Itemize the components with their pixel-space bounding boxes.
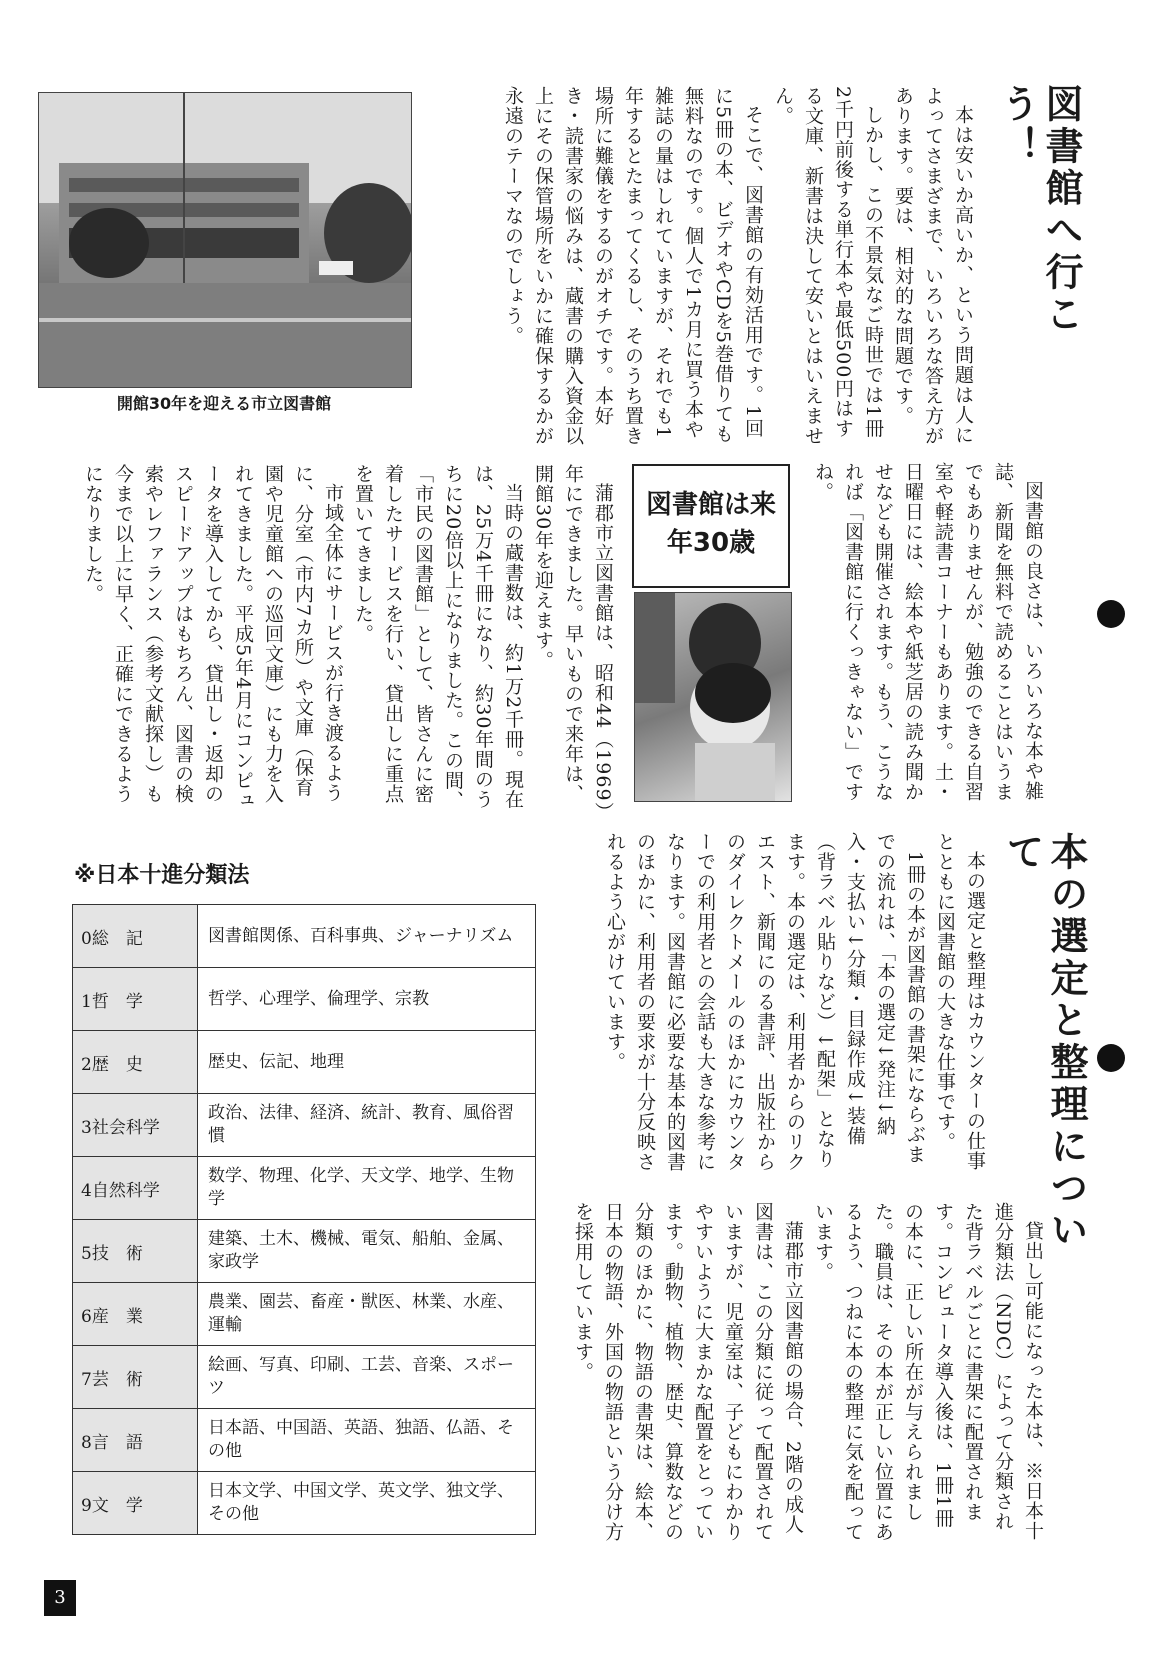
ndc-table-title: ※日本十進分類法 <box>74 863 250 888</box>
table-row <box>73 905 536 968</box>
ndc-category-cell: 0総 記 <box>73 905 198 968</box>
ndc-category-cell: 8言 語 <box>73 1409 198 1472</box>
table-row <box>73 1031 536 1094</box>
ndc-category-cell: 6産 業 <box>73 1283 198 1346</box>
ndc-items-cell: 歴史、伝記、地理 <box>198 1031 536 1094</box>
paragraph: 市域全体にサービスが行き渡るように、分室（市内7カ所）や文庫（保育園や児童館への巡回文庫）にも力を入れてきました。平成5年4月にコンピュータを導入してから、貸出し・返却のスピードアップはもちろん、図書の検索やレファランス（参考文献探し）も今まで以上に早く、正確にできるようになりました。 <box>82 464 344 811</box>
table-row <box>73 1409 536 1472</box>
ndc-items-cell: 建築、土木、機械、電気、船舶、金属、家政学 <box>198 1220 536 1283</box>
photo-caption: 開館30年を迎える市立図書館 <box>116 394 332 413</box>
ndc-items-cell: 日本語、中国語、英語、独語、仏語、その他 <box>198 1409 536 1472</box>
children-reading-photo <box>634 592 792 802</box>
ndc-category-cell: 2歴 史 <box>73 1031 198 1094</box>
page-number: 3 <box>44 1580 76 1616</box>
paragraph: しかし、この不景気なご時世では1冊2千円前後する単行本や最低500円はする文庫、新書は決して安いとはいえません。 <box>772 86 884 446</box>
section-heading-library: 図書館へ行こう！ <box>995 84 1083 336</box>
table-row <box>73 1283 536 1346</box>
ndc-category-cell: 4自然科学 <box>73 1157 198 1220</box>
ndc-items-cell: 農業、園芸、畜産・獣医、林業、水産、運輸 <box>198 1283 536 1346</box>
library-building-photo <box>38 92 412 388</box>
paragraph: そこで、図書館の有効活用です。1回に5冊の本、ビデオやCDを5巻借りても無料なのです。個人で1カ月に買う本や雑誌の量はしれていますが、それでも1年するとたまってくるし、そのうち置き場所に難儀をするのがオチです。本好き・読書家の悩みは、蔵書の購入資金以上にその保管場所をいかに確保するかが永遠のテーマなのでしょう。 <box>502 86 764 446</box>
ndc-classification-table <box>72 904 536 1535</box>
ndc-items-cell: 政治、法律、経済、統計、教育、風俗習慣 <box>198 1094 536 1157</box>
paragraph: 蒲郡市立図書館の場合、2階の成人図書は、この分類に従って配置されていますが、児童室は、子どもにわかりやすいように大まかな配置をとっています。動物、植物、歴史、算数などの分類のほかに、物語の書架は、絵本、日本の物語、外国の物語という分け方を採用しています。 <box>572 1202 804 1542</box>
ndc-category-cell: 5技 術 <box>73 1220 198 1283</box>
table-row <box>73 1220 536 1283</box>
ndc-items-cell: 絵画、写真、印刷、工芸、音楽、スポーツ <box>198 1346 536 1409</box>
table-row <box>73 1472 536 1535</box>
table-row <box>73 1346 536 1409</box>
ndc-category-cell: 9文 学 <box>73 1472 198 1535</box>
article-body-library-intro <box>430 86 978 446</box>
library-building-illustration <box>39 93 411 387</box>
table-row <box>73 968 536 1031</box>
table-row <box>73 1157 536 1220</box>
bullet-marker <box>1097 600 1125 628</box>
ndc-items-cell: 数学、物理、化学、天文学、地学、生物学 <box>198 1157 536 1220</box>
ndc-category-cell: 7芸 術 <box>73 1346 198 1409</box>
section-heading-30th-anniversary <box>632 464 790 588</box>
paragraph: 当時の蔵書数は、約1万2千冊。現在は、25万4千冊になり、約30年間のうちに20倍以上になりました。この間、「市民の図書館」として、皆さんに密着したサービスを行い、貸出しに重点を置いてきました。 <box>352 464 524 811</box>
ndc-category-cell: 3社会科学 <box>73 1094 198 1157</box>
section-heading-text: 図書館は来年30歳 <box>645 490 776 558</box>
ndc-items-cell: 哲学、心理学、倫理学、宗教 <box>198 968 536 1031</box>
ndc-items-cell: 日本文学、中国文学、英文学、独文学、その他 <box>198 1472 536 1535</box>
bullet-marker <box>1097 1044 1125 1072</box>
article-body-ndc-arrangement <box>562 1202 1048 1542</box>
paragraph: 貸出し可能になった本は、※日本十進分類法（NDC）によって分類された背ラベルごとに書架に配置されます。コンピュータ導入後は、1冊1冊の本に、正しい所在が与えられました。職員は、その本が正しい位置にあるよう、つねに本の整理に気を配っています。 <box>812 1202 1044 1542</box>
paragraph: 1冊の本が図書館の書架にならぶまでの流れは、「本の選定↓発注↓納入・支払い↓分類・目録作成↓装備（背ラベル貼りなど）↓配架」となります。本の選定は、利用者からのリクエスト、新聞にのる書評、出版社からのダイレクトメールのほかにカウンターでの利用者との会話も大きな参考になります。図書館に必要な基本的図書のほかに、利用者の要求が十分反映されるよう心がけています。 <box>604 832 926 1172</box>
ndc-items-cell: 図書館関係、百科事典、ジャーナリズム <box>198 905 536 968</box>
article-body-library-merits <box>808 462 1048 812</box>
table-row <box>73 1094 536 1157</box>
article-body-selection-flow <box>562 832 990 1172</box>
children-illustration <box>635 593 791 801</box>
paragraph: 本は安いか高いか、という問題は人によってさまざまで、いろいろな答え方があります。要は、相対的な問題です。 <box>892 86 974 446</box>
section-heading-selection: 本の選定と整理について <box>1000 832 1088 1252</box>
paragraph: 本の選定と整理はカウンターの仕事とともに図書館の大きな仕事です。 <box>934 832 986 1171</box>
paragraph: 図書館の良さは、いろいろな本や雑誌、新聞を無料で読めることはいうまでもありませんが、勉強のできる自習室や軽読書コーナーもあります。土・日曜日には、絵本や紙芝居の読み聞かせなども開催されます。もう、こうなれば「図書館に行くっきゃない」ですね。 <box>812 462 1044 802</box>
paragraph: 蒲郡市立図書館は、昭和44（1969）年にできました。早いもので来年は、開館30年を迎えます。 <box>532 464 614 813</box>
article-body-30th-anniversary <box>62 464 618 814</box>
ndc-category-cell: 1哲 学 <box>73 968 198 1031</box>
